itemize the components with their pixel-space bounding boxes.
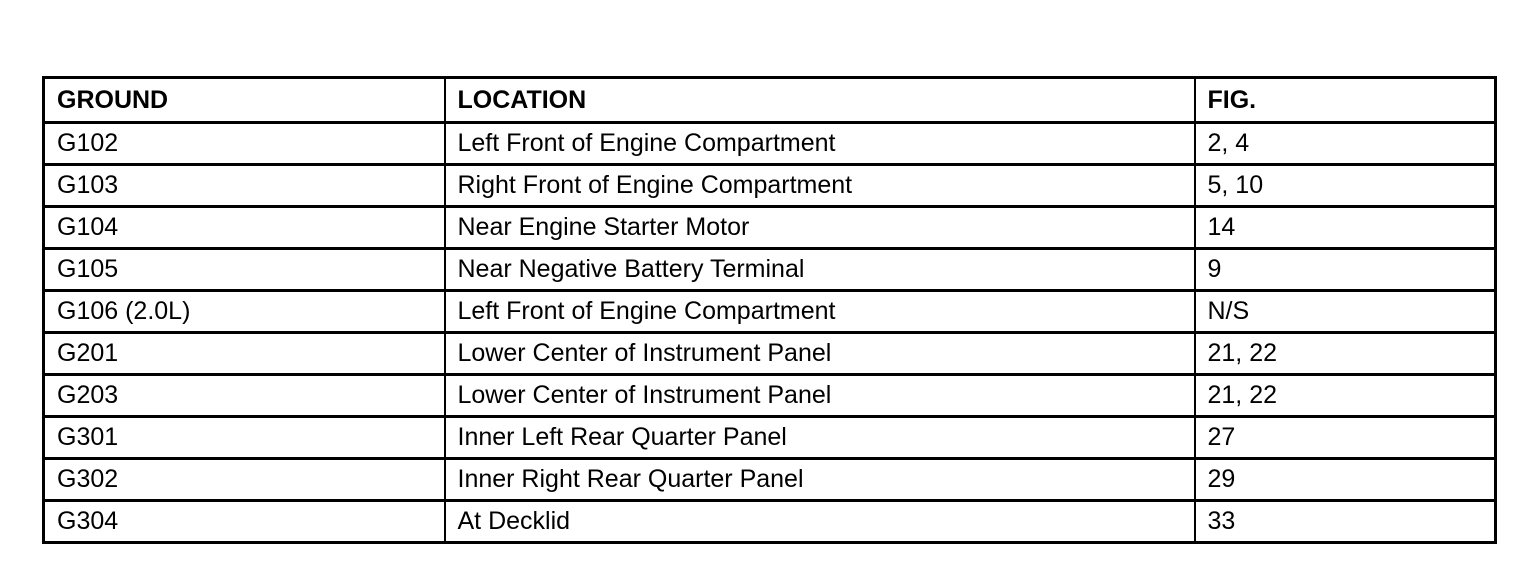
location-cell: Near Engine Starter Motor: [445, 207, 1195, 249]
fig-cell: N/S: [1195, 291, 1496, 333]
ground-cell: G105: [44, 249, 445, 291]
fig-cell: 21, 22: [1195, 375, 1496, 417]
fig-cell: 29: [1195, 459, 1496, 501]
table-row: [44, 375, 1496, 417]
fig-cell: 9: [1195, 249, 1496, 291]
table-row: [44, 165, 1496, 207]
location-cell: Lower Center of Instrument Panel: [445, 375, 1195, 417]
header-ground: GROUND: [44, 78, 445, 123]
location-cell: Inner Right Rear Quarter Panel: [445, 459, 1195, 501]
ground-cell: G103: [44, 165, 445, 207]
table-row: [44, 333, 1496, 375]
table-row: [44, 249, 1496, 291]
header-fig: FIG.: [1195, 78, 1496, 123]
table-row: [44, 417, 1496, 459]
ground-cell: G302: [44, 459, 445, 501]
fig-cell: 2, 4: [1195, 123, 1496, 165]
fig-cell: 27: [1195, 417, 1496, 459]
fig-cell: 33: [1195, 501, 1496, 543]
header-location: LOCATION: [445, 78, 1195, 123]
location-cell: Inner Left Rear Quarter Panel: [445, 417, 1195, 459]
ground-cell: G106 (2.0L): [44, 291, 445, 333]
ground-cell: G203: [44, 375, 445, 417]
table-row: [44, 123, 1496, 165]
header-row: [44, 78, 1496, 123]
location-cell: Right Front of Engine Compartment: [445, 165, 1195, 207]
fig-cell: 21, 22: [1195, 333, 1496, 375]
fig-cell: 14: [1195, 207, 1496, 249]
table-row: [44, 207, 1496, 249]
ground-cell: G201: [44, 333, 445, 375]
table-row: [44, 501, 1496, 543]
location-cell: Near Negative Battery Terminal: [445, 249, 1195, 291]
location-cell: Left Front of Engine Compartment: [445, 291, 1195, 333]
ground-locations-table: [42, 76, 1497, 544]
ground-cell: G102: [44, 123, 445, 165]
location-cell: Left Front of Engine Compartment: [445, 123, 1195, 165]
location-cell: At Decklid: [445, 501, 1195, 543]
ground-cell: G301: [44, 417, 445, 459]
table-row: [44, 291, 1496, 333]
ground-cell: G304: [44, 501, 445, 543]
location-cell: Lower Center of Instrument Panel: [445, 333, 1195, 375]
fig-cell: 5, 10: [1195, 165, 1496, 207]
ground-cell: G104: [44, 207, 445, 249]
table-row: [44, 459, 1496, 501]
